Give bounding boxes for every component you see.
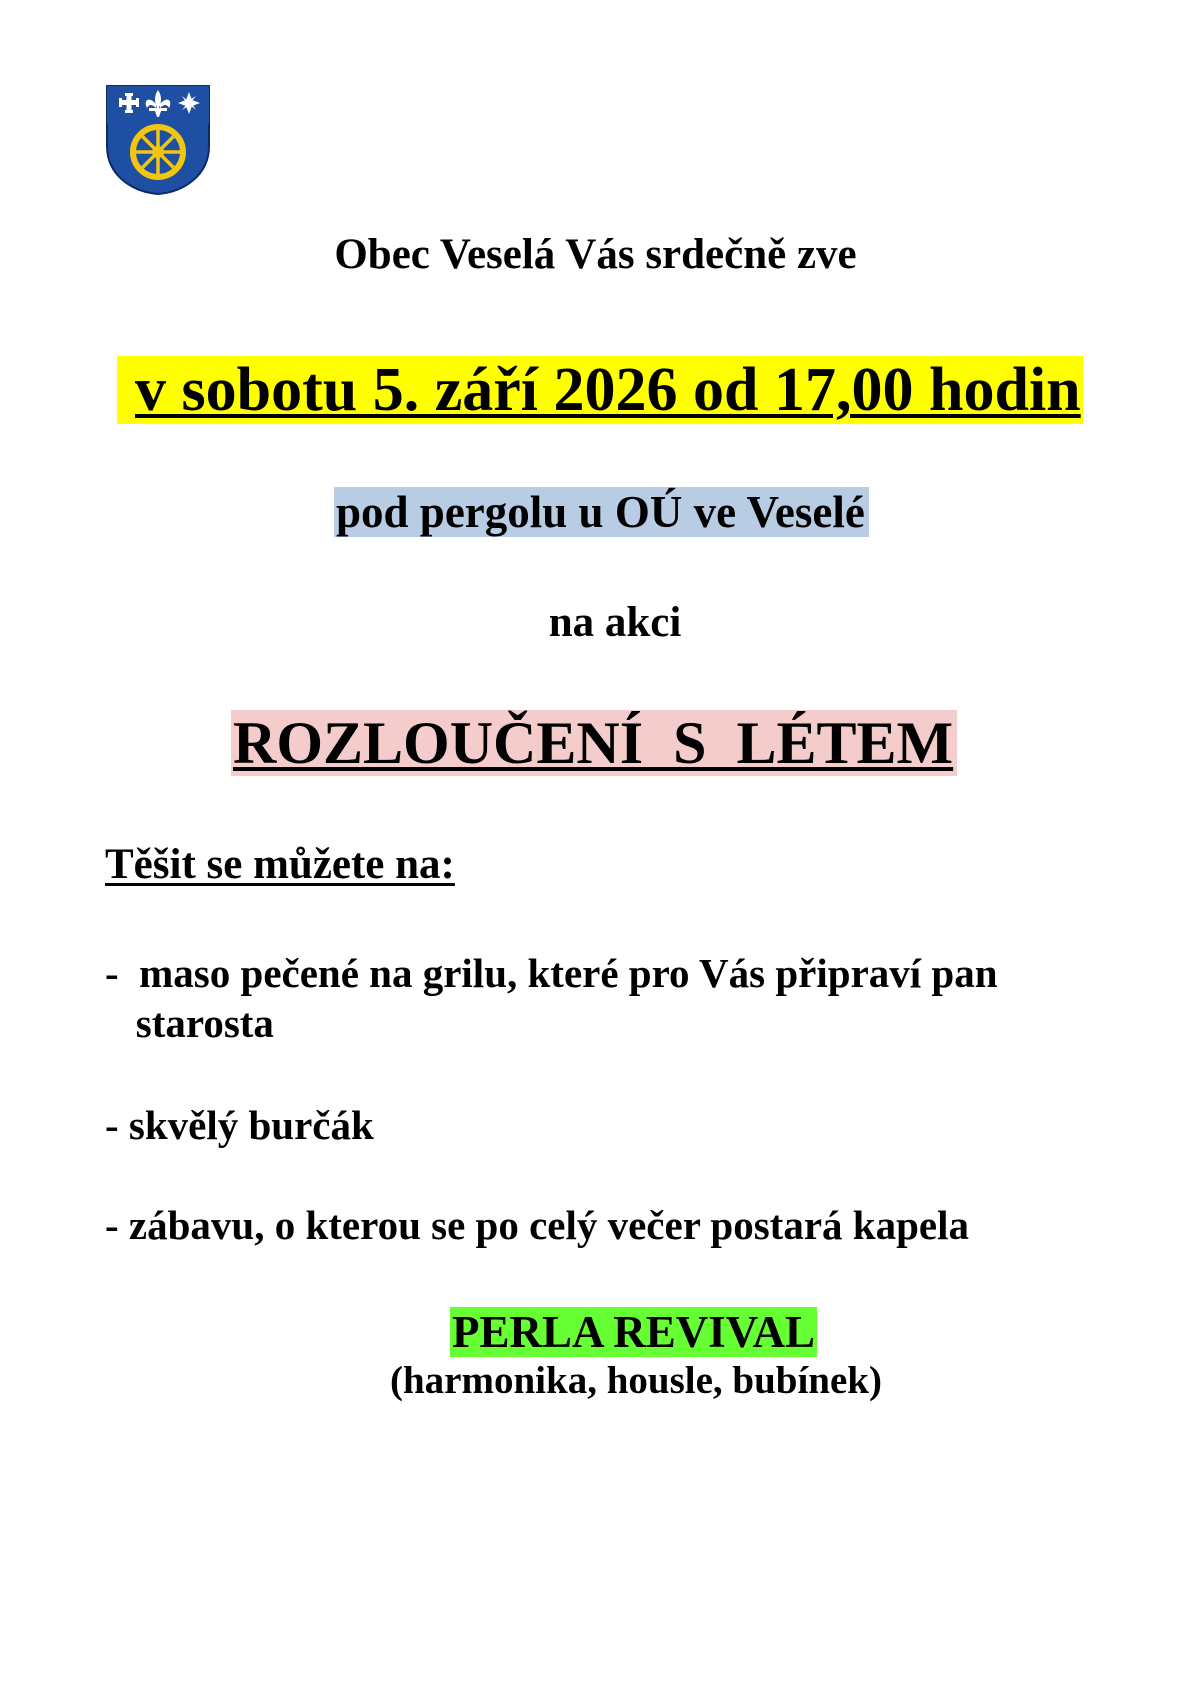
- band-name: PERLA REVIVAL: [452, 1307, 816, 1357]
- event-place: pod pergolu u OÚ ve Veselé: [334, 487, 869, 537]
- event-action-label: na akci: [548, 599, 682, 646]
- program-heading: Těšit se můžete na:: [105, 841, 455, 888]
- event-title-line: [231, 708, 957, 778]
- program-item-grill-continued: starosta: [105, 1000, 274, 1046]
- event-date-line: [117, 354, 1083, 426]
- program-item-music: - zábavu, o kterou se po celý večer postará kapela: [105, 1202, 969, 1248]
- event-place-line: [334, 485, 869, 539]
- band-name-line: [450, 1305, 817, 1359]
- coat-of-arms-icon: [105, 84, 211, 196]
- program-item-burcak: - skvělý burčák: [105, 1102, 374, 1148]
- band-instruments: (harmonika, housle, bubínek): [390, 1359, 882, 1402]
- program-item-grill: - maso pečené na grilu, které pro Vás připraví pan: [105, 950, 998, 996]
- invitation-intro: Obec Veselá Vás srdečně zve: [334, 231, 857, 278]
- event-date: v sobotu 5. září 2026 od 17,00 hodin: [117, 356, 1083, 424]
- event-title: ROZLOUČENÍ S LÉTEM: [231, 710, 957, 776]
